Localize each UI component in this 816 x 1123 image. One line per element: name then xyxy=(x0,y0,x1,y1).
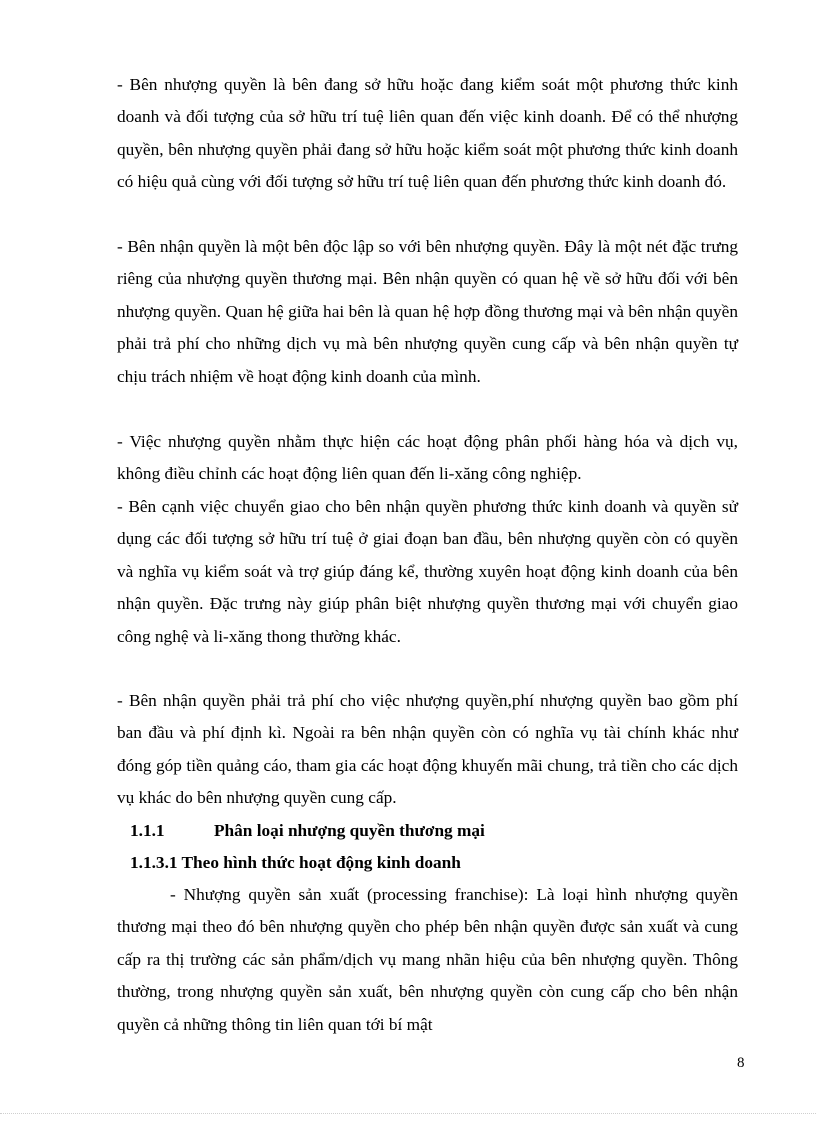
paragraph-control-support: - Bên cạnh việc chuyển giao cho bên nhận quyền phương thức kinh doanh và quyền sử dụng các đối tượng sở hữu trí tuệ ở giai đoạn ban đầu, bên nhượng quyền còn có quyền và nghĩa vụ kiểm soát và trợ giúp đáng kể, thường xuyên hoạt động kinh doanh của bên nhận quyền. Đặc trưng này giúp phân biệt nhượng quyền thương mại với chuyển giao công nghệ và li-xăng thong thường khác. xyxy=(117,497,738,646)
page-bottom-divider xyxy=(0,1113,816,1114)
page-number: 8 xyxy=(737,1055,745,1071)
paragraph-franchisor: - Bên nhượng quyền là bên đang sở hữu hoặc đang kiểm soát một phương thức kinh doanh và đối tượng của sở hữu trí tuệ liên quan đến việc kinh doanh. Để có thể nhượng quyền, bên nhượng quyền phải đang sở hữu hoặc kiểm soát một phương thức kinh doanh có hiệu quả cùng với đối tượng sở hữu trí tuệ liên quan đến phương thức kinh doanh đó. xyxy=(117,75,738,192)
section-title: Phân loại nhượng quyền thương mại xyxy=(214,821,485,840)
paragraph-processing-franchise: - Nhượng quyền sản xuất (processing franchise): Là loại hình nhượng quyền thương mại theo đó bên nhượng quyền cho phép bên nhận quyền được sản xuất và cung cấp ra thị trường các sản phẩm/dịch vụ mang nhãn hiệu của bên nhượng quyền. Thông thường, trong nhượng quyền sản xuất, bên nhượng quyền còn cung cấp cho bên nhận quyền cả những thông tin liên quan tới bí mật xyxy=(117,885,738,1034)
section-number: 1.1.1 xyxy=(130,821,165,840)
paragraph-franchisee: - Bên nhận quyền là một bên độc lập so với bên nhượng quyền. Đây là một nét đặc trưng riêng của nhượng quyền thương mại. Bên nhận quyền có quan hệ về sở hữu đối với bên nhượng quyền. Quan hệ giữa hai bên là quan hệ hợp đồng thương mại và bên nhận quyền phải trả phí cho những dịch vụ mà bên nhượng quyền cung cấp và bên nhận quyền tự chịu trách nhiệm về hoạt động kinh doanh của mình. xyxy=(117,237,738,386)
paragraph-distribution: - Việc nhượng quyền nhằm thực hiện các hoạt động phân phối hàng hóa và dịch vụ, không điều chỉnh các hoạt động liên quan đến li-xăng công nghiệp. xyxy=(117,432,738,484)
paragraph-fees: - Bên nhận quyền phải trả phí cho việc nhượng quyền,phí nhượng quyền bao gồm phí ban đầu và phí định kì. Ngoài ra bên nhận quyền còn có nghĩa vụ tài chính khác như đóng góp tiền quảng cáo, tham gia các hoạt động khuyến mãi chung, trả tiền cho các dịch vụ khác do bên nhượng quyền cung cấp. xyxy=(117,691,738,808)
subsection-heading: 1.1.3.1 Theo hình thức hoạt động kinh doanh xyxy=(130,853,461,872)
section-heading xyxy=(130,815,485,847)
